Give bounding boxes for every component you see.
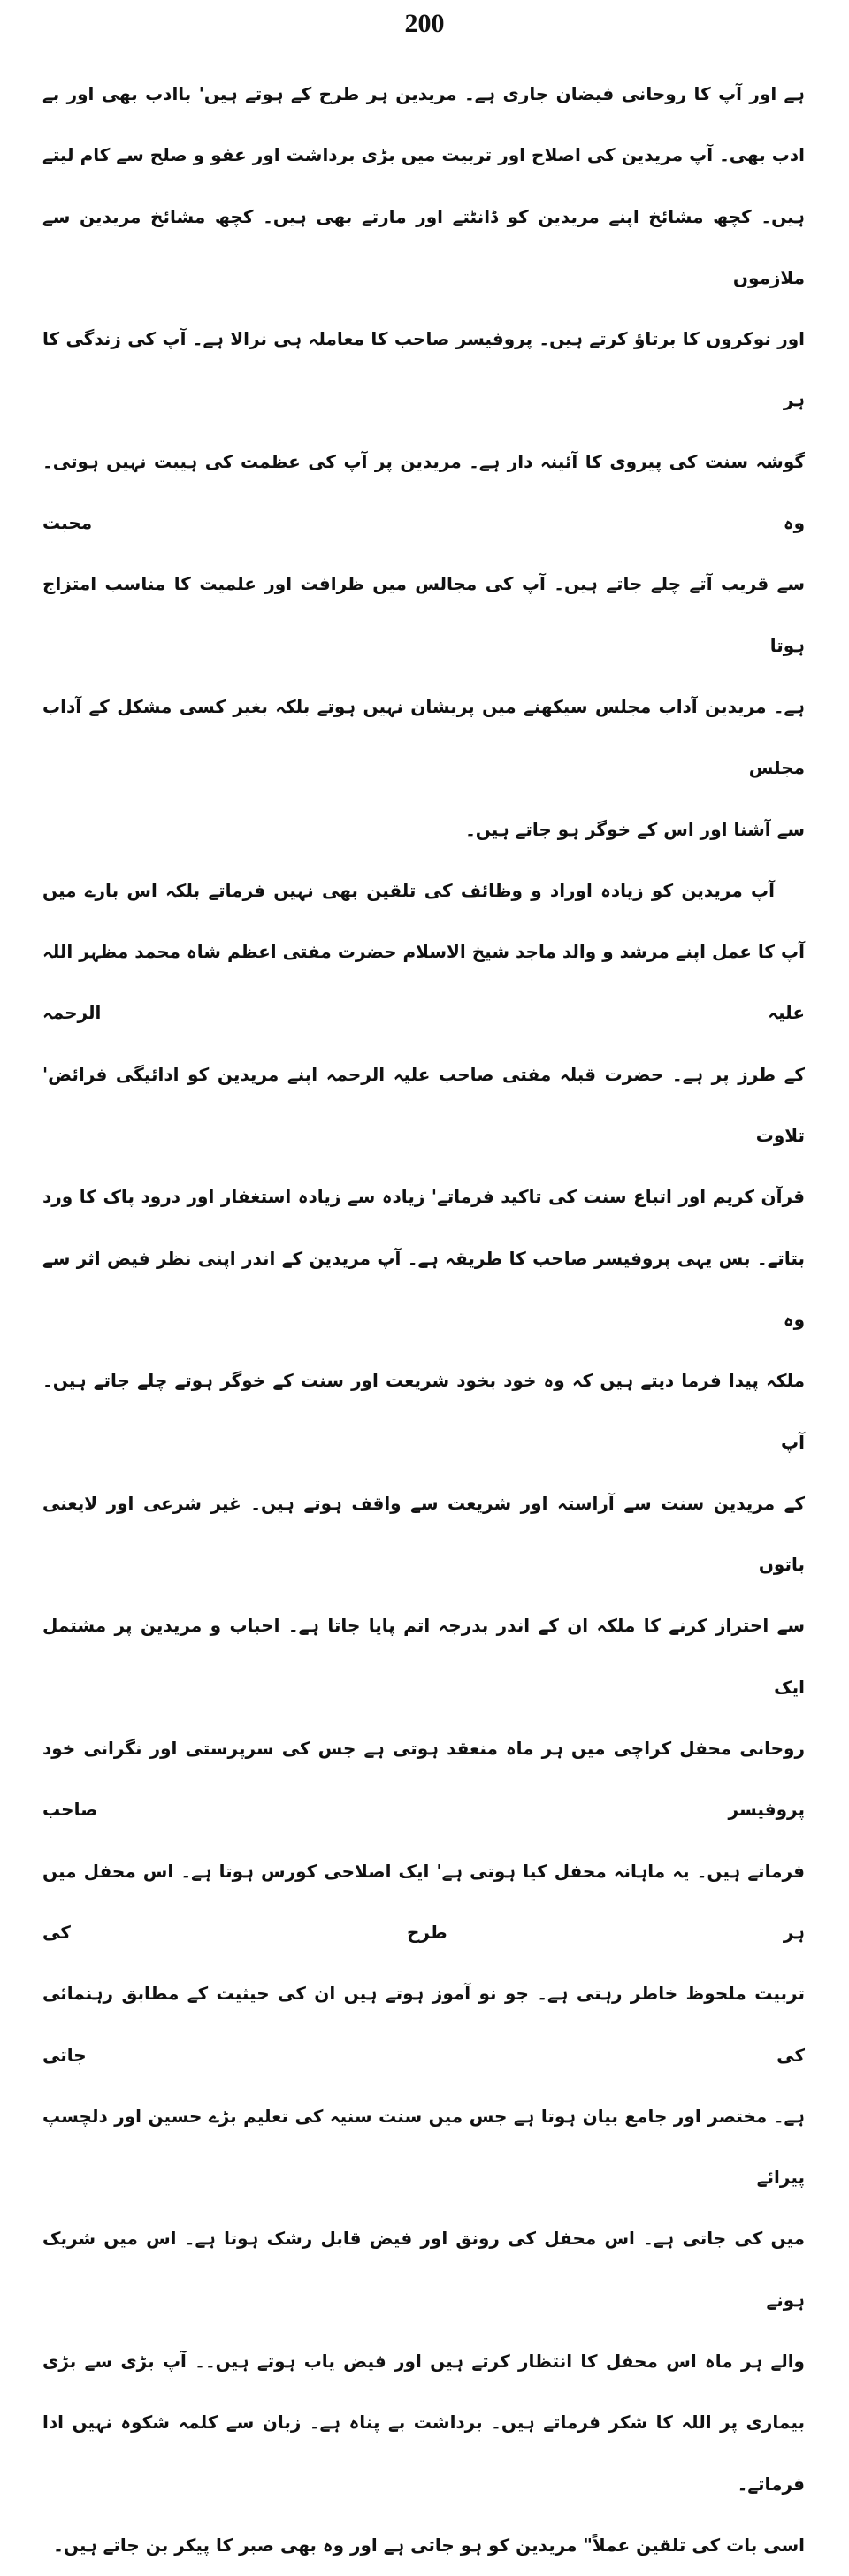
text-line: ہے۔ مختصر اور جامع بیان ہوتا ہے جس میں سنت سنیہ کی تعلیم بڑے حسین اور دلچسپ پیرائے (42, 2105, 805, 2189)
text-line: قرآن کریم اور اتباع سنت کی تاکید فرماتے' زیادہ سے زیادہ استغفار اور درود پاک کا ورد (42, 1186, 805, 1208)
text-line: سے قریب آتے چلے جاتے ہیں۔ آپ کی مجالس میں ظرافت اور علمیت کا مناسب امتزاج ہوتا (42, 573, 805, 656)
text-line: تربیت ملحوظ خاطر رہتی ہے۔ جو نو آموز ہوتے ہیں ان کی حیثیت کے مطابق رہنمائی کی جاتی (42, 1983, 805, 2066)
page-number: 200 (404, 9, 445, 38)
text-line: ادب بھی۔ آپ مریدین کی اصلاح اور تربیت میں بڑی برداشت اور عفو و صلح سے کام لیتے (42, 144, 805, 166)
text-line: ہے اور آپ کا روحانی فیضان جاری ہے۔ مریدین ہر طرح کے ہوتے ہیں' باادب بھی اور بے (42, 83, 805, 104)
text-line: بیماری پر اللہ کا شکر فرماتے ہیں۔ برداشت بے پناہ ہے۔ زبان سے کلمہ شکوہ نہیں ادا فرماتے۔ (42, 2412, 805, 2495)
text-line: فرماتے ہیں۔ یہ ماہانہ محفل کیا ہوتی ہے' ایک اصلاحی کورس ہوتا ہے۔ اس محفل میں ہر طرح کی (42, 1860, 805, 1943)
text-line: ہے۔ مریدین آداب مجلس سیکھنے میں پریشان نہیں ہوتے بلکہ بغیر کسی مشکل کے آداب مجلس (42, 695, 805, 779)
text-line: والے ہر ماہ اس محفل کا انتظار کرتے ہیں اور فیض یاب ہوتے ہیں۔۔ آپ بڑی سے بڑی (42, 2350, 805, 2372)
text-line: اسی بات کی تلقین عملاً" مریدین کو ہو جاتی ہے اور وہ بھی صبر کا پیکر بن جاتے ہیں۔ (53, 2534, 805, 2556)
paragraph (42, 64, 805, 860)
text-line: اور نوکروں کا برتاؤ کرتے ہیں۔ پروفیسر صاحب کا معاملہ ہی نرالا ہے۔ آپ کی زندگی کا ہر (42, 328, 805, 411)
text-line: ملکہ پیدا فرما دیتے ہیں کہ وہ خود بخود شریعت اور سنت کے خوگر ہوتے چلے جاتے ہیں۔ آپ (42, 1370, 805, 1453)
text-line: آپ مریدین کو زیادہ اوراد و وظائف کی تلقین بھی نہیں فرماتے بلکہ اس بارے میں (42, 879, 775, 901)
text-line: میں کی جاتی ہے۔ اس محفل کی رونق اور فیض قابل رشک ہوتا ہے۔ اس میں شریک ہونے (42, 2228, 805, 2311)
text-line: سے احتراز کرنے کا ملکہ ان کے اندر بدرجہ اتم پایا جاتا ہے۔ احباب و مریدین پر مشتمل ایک (42, 1615, 805, 1698)
text-line: کے مریدین سنت سے آراستہ اور شریعت سے واقف ہوتے ہیں۔ غیر شرعی اور لایعنی باتوں (42, 1492, 805, 1576)
text-line: بتاتے۔ بس یہی پروفیسر صاحب کا طریقہ ہے۔ آپ مریدین کے اندر اپنی نظر فیض اثر سے وہ (42, 1247, 805, 1330)
body-text (42, 64, 805, 2576)
text-line: آپ کا عمل اپنے مرشد و والد ماجد شیخ الاسلام حضرت مفتی اعظم شاہ محمد مظہر اللہ علیہ الرحمہ (42, 941, 805, 1024)
paragraph (42, 860, 805, 2576)
text-line: سے آشنا اور اس کے خوگر ہو جاتے ہیں۔ (465, 818, 805, 840)
text-line: کے طرز پر ہے۔ حضرت قبلہ مفتی صاحب علیہ الرحمہ اپنے مریدین کو ادائیگی فرائض' تلاوت (42, 1063, 805, 1147)
text-line: روحانی محفل کراچی میں ہر ماہ منعقد ہوتی ہے جس کی سرپرستی اور نگرانی خود پروفیسر صاحب (42, 1738, 805, 1821)
text-line: گوشہ سنت کی پیروی کا آئینہ دار ہے۔ مریدین پر آپ کی عظمت کی ہیبت نہیں ہوتی۔ وہ محبت (42, 450, 805, 534)
text-line: ہیں۔ کچھ مشائخ اپنے مریدین کو ڈانٹتے اور مارتے بھی ہیں۔ کچھ مشائخ مریدین سے ملازموں (42, 205, 805, 288)
